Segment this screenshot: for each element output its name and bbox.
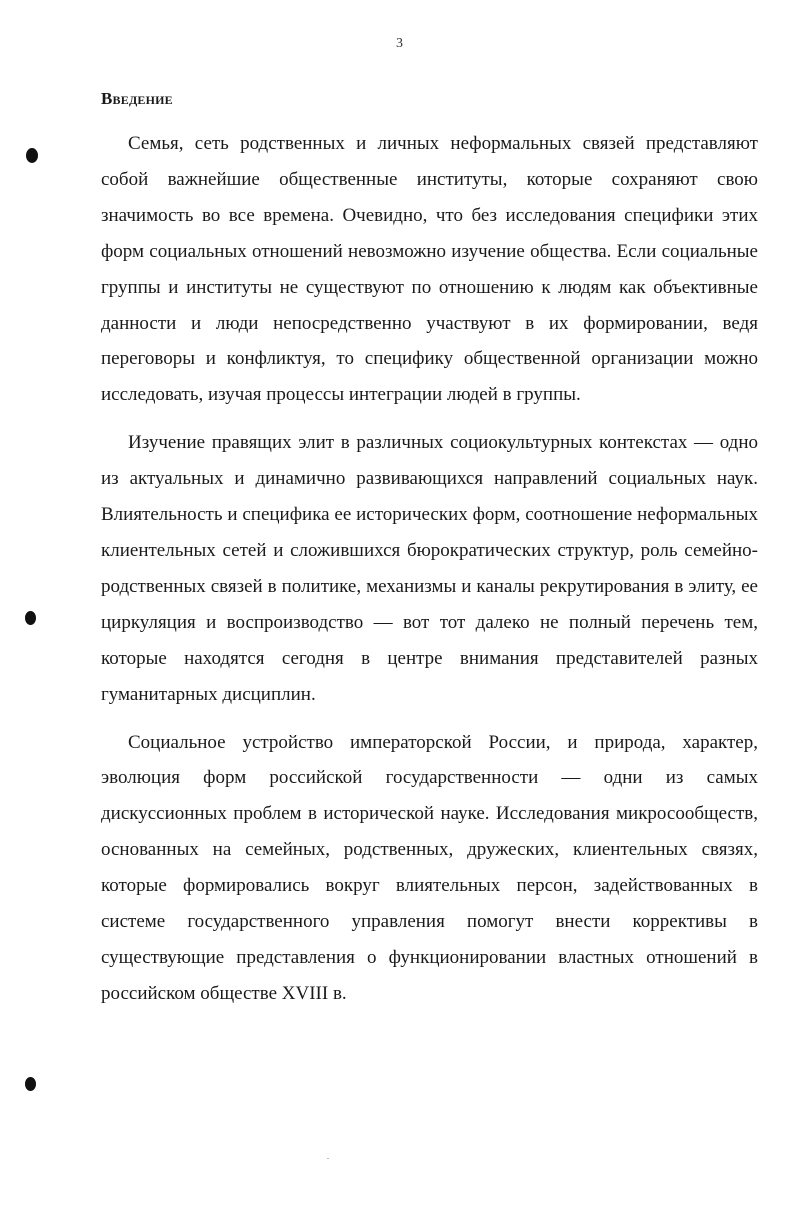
punch-hole-mark [25,1077,36,1091]
paragraph: Семья, сеть родственных и личных неформальных связей представляют собой важнейшие общественные институты, которые сохраняют свою значимость во все времена. Очевидно, что без исследования специфики этих форм социальных отношений невозможно изучение общества. Если социальные группы и институты не существуют по отношению к людям как объективные данности и люди непосредственно участвуют в их формировании, ведя переговоры и конфликтуя, то специфику общественной организации можно исследовать, изучая процессы интеграции людей в группы. [101,133,758,406]
body-text [101,126,758,1012]
paragraph: Социальное устройство императорской России, и природа, характер, эволюция форм российской государственности — одни из самых дискуссионных проблем в исторической науке. Исследования микросообществ, основанных на семейных, родственных, дружеских, клиентельных связях, которые формировались вокруг влиятельных персон, задействованных в системе государственного управления помогут внести коррективы в существующие представления о функционировании властных отношений в российском обществе XVIII в. [101,731,758,1004]
scan-speck [327,1158,329,1159]
punch-hole-mark [26,148,38,163]
page-number: 3 [396,36,403,51]
paragraph: Изучение правящих элит в различных социокультурных контекстах — одно из актуальных и динамично развивающихся направлений социальных наук. Влиятельность и специфика ее исторических форм, соотношение неформальных клиентельных сетей и сложившихся бюрократических структур, роль семейно-родственных связей в политике, механизмы и каналы рекрутирования в элиту, ее циркуляция и воспроизводство — вот тот далеко не полный перечень тем, которые находятся сегодня в центре внимания представителей разных гуманитарных дисциплин. [101,432,758,705]
punch-hole-mark [25,611,36,625]
page-heading: Введение [101,89,173,108]
